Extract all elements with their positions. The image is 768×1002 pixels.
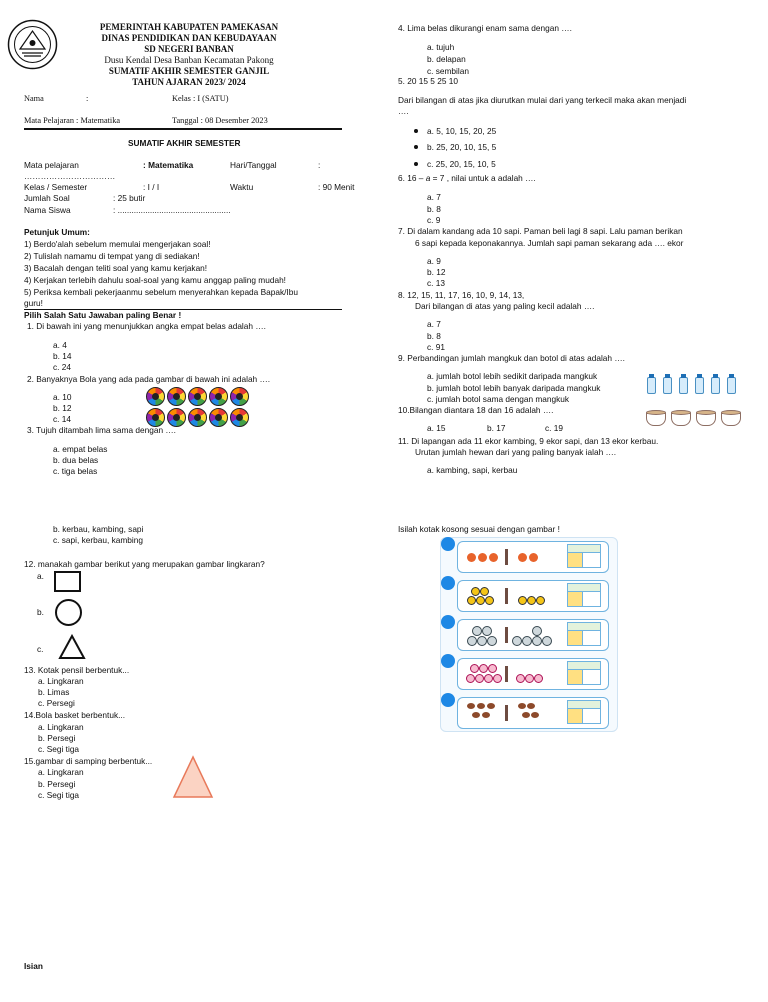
number-badge-icon xyxy=(441,576,455,590)
header-line-4: Dusu Kendal Desa Banban Kecamatan Pakong xyxy=(104,55,274,65)
q6-option-c[interactable]: c. 9 xyxy=(427,215,441,225)
q8-question-line2: Dari bilangan di atas yang paling kecil adalah …. xyxy=(415,301,595,311)
q13-option-a[interactable]: a. Lingkaran xyxy=(38,676,84,686)
form-mapel-label: Mata pelajaran xyxy=(24,160,79,170)
separator-bar xyxy=(505,549,508,565)
q4-option-c[interactable]: c. sembilan xyxy=(427,66,469,76)
q6-question: 6. 16 – a = 7 , nilai untuk a adalah …. xyxy=(398,173,536,183)
school-logo xyxy=(7,19,58,70)
q3-question: 3. Tujuh ditambah lima sama dengan …. xyxy=(27,425,176,435)
form-hari-colon: : xyxy=(318,160,321,170)
separator-bar xyxy=(505,666,508,682)
q2-option-c[interactable]: c. 14 xyxy=(53,414,71,424)
q15-option-b[interactable]: b. Persegi xyxy=(38,779,76,789)
petunjuk-item: 2) Tulislah namamu di tempat yang di sediakan! xyxy=(24,251,200,261)
q11-option-a[interactable]: a. kambing, sapi, kerbau xyxy=(427,465,518,475)
info-nama-label: Nama xyxy=(24,94,44,103)
q5-option-a[interactable]: a. 5, 10, 15, 20, 25 xyxy=(427,126,497,136)
form-waktu-label: Waktu xyxy=(230,182,254,192)
q3-option-c[interactable]: c. tiga belas xyxy=(53,466,98,476)
info-kelas: Kelas : I (SATU) xyxy=(172,94,229,103)
q7-question-line1: 7. Di dalam kandang ada 10 sapi. Paman beli lagi 8 sapi. Lalu paman berikan xyxy=(398,226,683,236)
petunjuk-item: 5) Periksa kembali pekerjaanmu sebelum menyerahkan kepada Bapak/Ibu xyxy=(24,287,298,297)
number-badge-icon xyxy=(441,693,455,707)
number-badge-icon xyxy=(441,654,455,668)
q14-option-a[interactable]: a. Lingkaran xyxy=(38,722,84,732)
form-mapel-value: : Matematika xyxy=(143,160,194,170)
q11-question-line2: Urutan jumlah hewan dari yang paling banyak ialah …. xyxy=(415,447,617,457)
separator-bar xyxy=(505,588,508,604)
form-kelas-value: : I / I xyxy=(143,182,160,192)
q7-option-a[interactable]: a. 9 xyxy=(427,256,441,266)
bullet-icon xyxy=(414,145,418,149)
header-line-1: PEMERINTAH KABUPATEN PAMEKASAN xyxy=(99,22,279,32)
q3-option-b[interactable]: b. dua belas xyxy=(53,455,99,465)
form-hari-label: Hari/Tanggal xyxy=(230,160,277,170)
bowl-icon xyxy=(671,413,691,426)
q15-option-c[interactable]: c. Segi tiga xyxy=(38,790,80,800)
bowl-icon xyxy=(696,413,716,426)
header-line-3: SD NEGERI BANBAN xyxy=(144,44,234,54)
bullet-icon xyxy=(414,162,418,166)
q13-question: 13. Kotak pensil berbentuk... xyxy=(24,665,130,675)
q11-question-line1: 11. Di lapangan ada 11 ekor kambing, 9 ekor sapi, dan 13 ekor kerbau. xyxy=(398,436,659,446)
q7-question-line2: 6 sapi kepada keponakannya. Jumlah sapi paman sekarang ada …. ekor xyxy=(415,238,684,248)
petunjuk-item: 4) Kerjakan terlebih dahulu soal-soal yang kamu anggap paling mudah! xyxy=(24,275,286,285)
q9-option-a[interactable]: a. jumlah botol lebih sedikit daripada mangkuk xyxy=(427,371,598,381)
q15-question: 15.gambar di samping berbentuk... xyxy=(24,756,153,766)
q9-option-c[interactable]: c. jumlah botol sama dengan mangkuk xyxy=(427,394,570,404)
q9-question: 9. Perbandingan jumlah mangkuk dan botol di atas adalah …. xyxy=(398,353,625,363)
bullet-icon xyxy=(414,129,418,133)
q14-question: 14.Bola basket berbentuk... xyxy=(24,710,126,720)
bottle-icon xyxy=(663,377,672,394)
triangle-shape[interactable] xyxy=(58,634,86,665)
q7-option-c[interactable]: c. 13 xyxy=(427,278,445,288)
ball-icon xyxy=(230,408,249,427)
q2-option-b[interactable]: b. 12 xyxy=(53,403,72,413)
ball-icon xyxy=(188,408,207,427)
form-jumlah-value: : 25 butir xyxy=(113,193,146,203)
square-shape[interactable] xyxy=(54,571,81,592)
bottle-icon xyxy=(711,377,720,394)
q15-option-a[interactable]: a. Lingkaran xyxy=(38,767,84,777)
number-badge-icon xyxy=(441,537,455,551)
info-tanggal: Tanggal : 08 Desember 2023 xyxy=(172,116,268,125)
answer-box[interactable] xyxy=(567,544,601,568)
q8-option-b[interactable]: b. 8 xyxy=(427,331,441,341)
form-siswa-label: Nama Siswa xyxy=(24,205,71,215)
q4-option-b[interactable]: b. delapan xyxy=(427,54,466,64)
header-line-5: SUMATIF AKHIR SEMESTER GANJIL xyxy=(108,66,270,76)
q15-triangle-image xyxy=(172,755,214,804)
ball-icon xyxy=(209,408,228,427)
ball-icon xyxy=(146,387,165,406)
q9-option-b[interactable]: b. jumlah botol lebih banyak daripada mangkuk xyxy=(427,383,601,393)
q13-option-c[interactable]: c. Persegi xyxy=(38,698,75,708)
petunjuk-title: Petunjuk Umum: xyxy=(24,227,90,237)
form-waktu-value: : 90 Menit xyxy=(318,182,355,192)
q8-option-a[interactable]: a. 7 xyxy=(427,319,441,329)
header-line-2: DINAS PENDIDIKAN DAN KEBUDAYAAN xyxy=(101,33,277,43)
separator-bar xyxy=(505,627,508,643)
bottle-icon xyxy=(679,377,688,394)
q11-option-b[interactable]: b. kerbau, kambing, sapi xyxy=(53,524,144,534)
q12-option-c-label: c. xyxy=(37,644,44,654)
q1-option-c[interactable]: c. 24 xyxy=(53,362,71,372)
circle-shape[interactable] xyxy=(55,599,82,626)
q4-option-a[interactable]: a. tujuh xyxy=(427,42,455,52)
bowl-icon xyxy=(721,413,741,426)
q7-option-b[interactable]: b. 12 xyxy=(427,267,446,277)
q14-option-c[interactable]: c. Segi tiga xyxy=(38,744,80,754)
q12-option-a-label: a. xyxy=(37,571,44,581)
q8-question-line1: 8. 12, 15, 11, 17, 16, 10, 9, 14, 13, xyxy=(398,290,525,300)
answer-box[interactable] xyxy=(567,622,601,646)
answer-box[interactable] xyxy=(567,661,601,685)
q1-option-b[interactable]: b. 14 xyxy=(53,351,72,361)
q10-question: 10.Bilangan diantara 18 dan 16 adalah …. xyxy=(398,405,554,415)
q5-option-b[interactable]: b. 25, 20, 10, 15, 5 xyxy=(427,142,497,152)
q10-option-a[interactable]: a. 15 xyxy=(427,423,446,433)
q3-option-a[interactable]: a. empat belas xyxy=(53,444,108,454)
petunjuk-item: guru! xyxy=(24,298,43,308)
q1-question: 1. Di bawah ini yang menunjukkan angka empat belas adalah …. xyxy=(27,321,266,331)
petunjuk-item: 3) Bacalah dengan teliti soal yang kamu kerjakan! xyxy=(24,263,208,273)
ball-icon xyxy=(230,387,249,406)
ball-icon xyxy=(167,387,186,406)
q5-question: Dari bilangan di atas jika diurutkan mulai dari yang terkecil maka akan menjadi xyxy=(398,95,687,105)
q8-option-c[interactable]: c. 91 xyxy=(427,342,445,352)
q14-option-b[interactable]: b. Persegi xyxy=(38,733,76,743)
section-a-title: Pilih Salah Satu Jawaban paling Benar ! xyxy=(24,310,182,320)
q10-option-b[interactable]: b. 17 xyxy=(487,423,506,433)
isian-heading: Isian xyxy=(24,961,43,971)
info-mapel: Mata Pelajaran : Matematika xyxy=(24,116,121,125)
bowl-icon xyxy=(646,413,666,426)
bottle-icon xyxy=(695,377,704,394)
header-line-6: TAHUN AJARAN 2023/ 2024 xyxy=(132,77,246,87)
form-jumlah-label: Jumlah Soal xyxy=(24,193,70,203)
q10-option-c[interactable]: c. 19 xyxy=(545,423,563,433)
page-title: SUMATIF AKHIR SEMESTER xyxy=(128,138,241,148)
q13-option-b[interactable]: b. Limas xyxy=(38,687,70,697)
petunjuk-item: 1) Berdo'alah sebelum memulai mengerjakan soal! xyxy=(24,239,211,249)
isilah-instruction: Isilah kotak kosong sesuai dengan gambar ! xyxy=(398,524,560,534)
form-siswa-value: : ................................................. xyxy=(113,205,231,215)
bottle-icon xyxy=(727,377,736,394)
q11-option-c[interactable]: c. sapi, kerbau, kambing xyxy=(53,535,143,545)
separator-bar xyxy=(505,705,508,721)
ball-icon xyxy=(209,387,228,406)
q4-question: 4. Lima belas dikurangi enam sama dengan …. xyxy=(398,23,572,33)
answer-box[interactable] xyxy=(567,700,601,724)
info-nama-colon: : xyxy=(86,94,89,103)
form-dots: …………………………… xyxy=(24,171,116,181)
answer-box[interactable] xyxy=(567,583,601,607)
q6-option-b[interactable]: b. 8 xyxy=(427,204,441,214)
bottle-icon xyxy=(647,377,656,394)
ball-icon xyxy=(188,387,207,406)
q12-question: 12. manakah gambar berikut yang merupakan gambar lingkaran? xyxy=(24,559,265,569)
q5-numbers: 5. 20 15 5 25 10 xyxy=(398,76,458,86)
q5-dots: …. xyxy=(398,106,409,116)
number-badge-icon xyxy=(441,615,455,629)
q2-question: 2. Banyaknya Bola yang ada pada gambar di bawah ini adalah …. xyxy=(27,374,271,384)
form-kelas-label: Kelas / Semester xyxy=(24,182,88,192)
q2-option-a[interactable]: a. 10 xyxy=(53,392,72,402)
q1-option-a[interactable]: a. 4 xyxy=(53,340,67,350)
q5-option-c[interactable]: c. 25, 20, 15, 10, 5 xyxy=(427,159,496,169)
divider-line xyxy=(24,128,342,130)
q6-option-a[interactable]: a. 7 xyxy=(427,192,441,202)
q12-option-b-label: b. xyxy=(37,607,44,617)
